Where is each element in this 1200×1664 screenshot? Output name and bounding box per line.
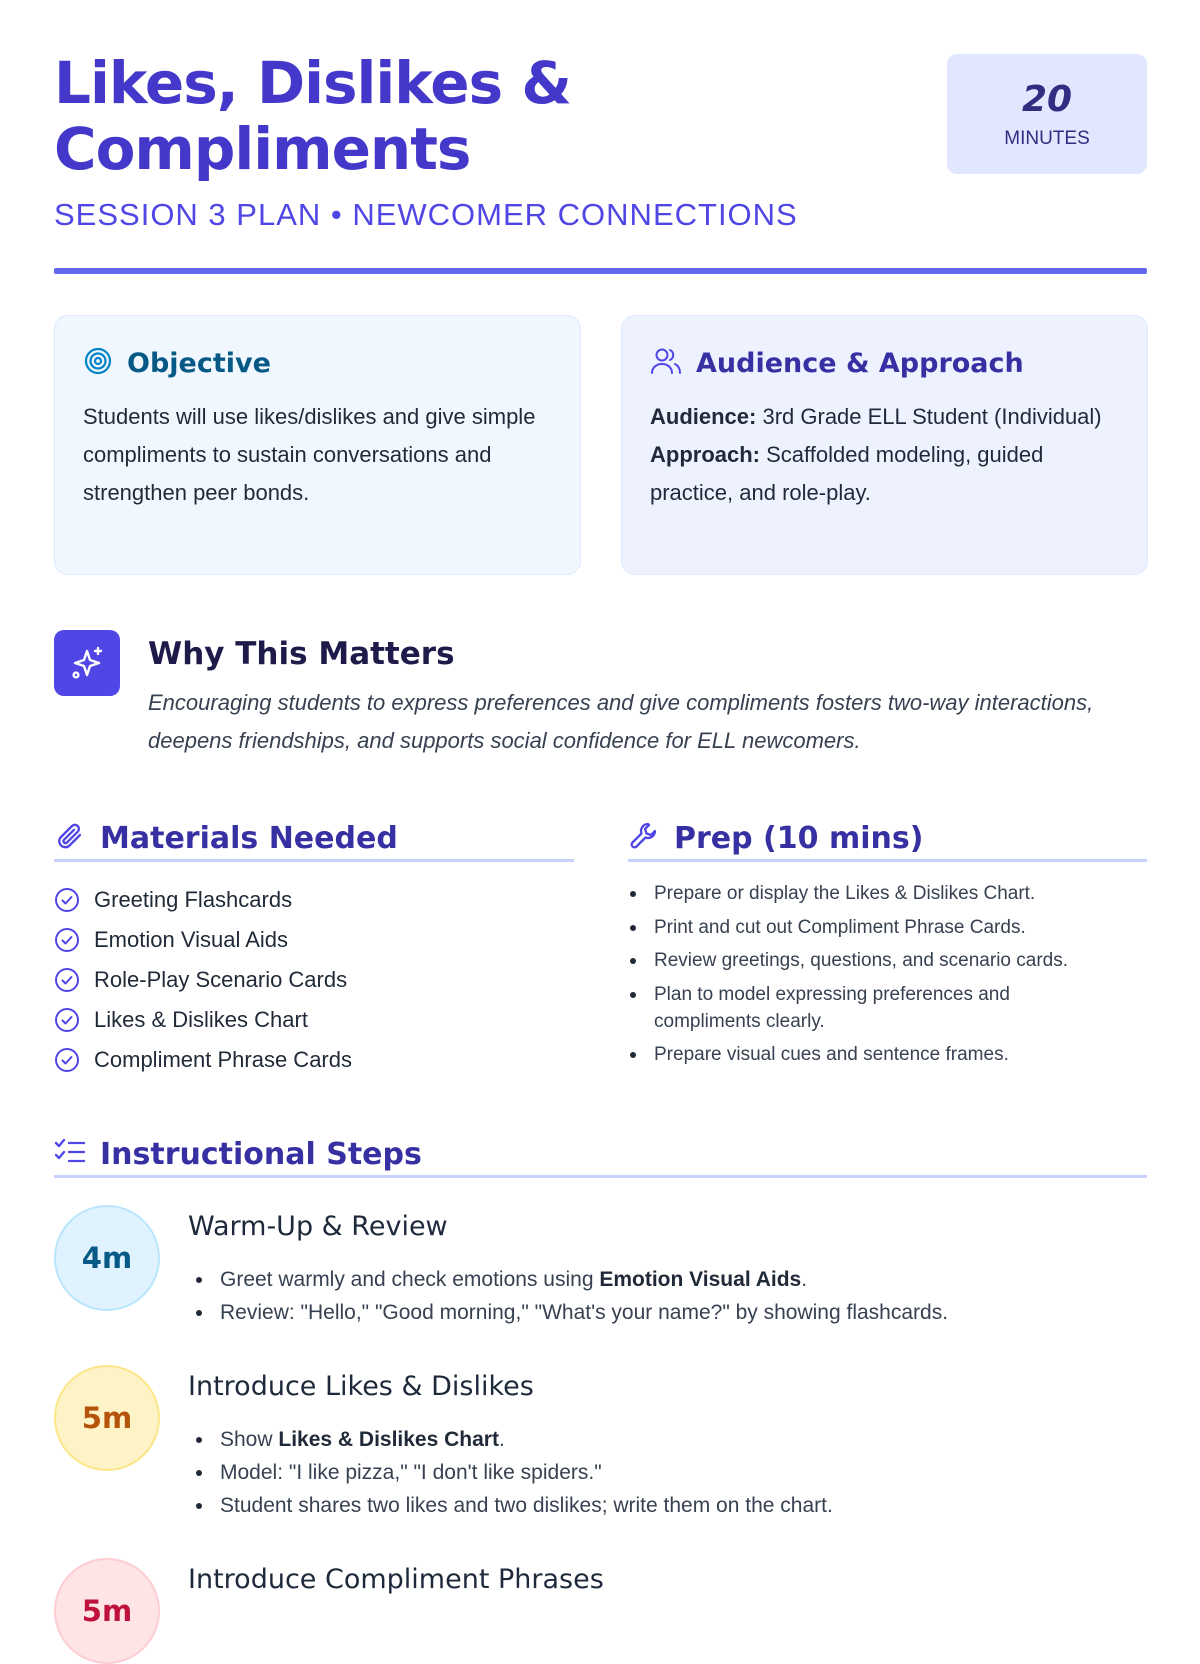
objective-card: [54, 315, 581, 575]
prep-header: [628, 818, 923, 858]
step-time-badge: 4m: [54, 1205, 160, 1311]
page-subtitle: SESSION 3 PLAN • NEWCOMER CONNECTIONS: [54, 197, 798, 232]
audience-heading: Audience & Approach: [696, 347, 1024, 379]
material-label: Likes & Dislikes Chart: [94, 1007, 308, 1032]
sparkles-icon: [54, 630, 120, 696]
steps-header: [54, 1134, 422, 1174]
list-checks-icon: [54, 1138, 86, 1171]
steps-heading: Instructional Steps: [100, 1136, 422, 1172]
page-header: [54, 50, 1147, 275]
material-label: Greeting Flashcards: [94, 887, 293, 912]
audience-value: 3rd Grade ELL Student (Individual): [756, 404, 1102, 429]
page-title: Likes, Dislikes & Compliments: [54, 49, 571, 183]
material-item: [54, 1040, 352, 1080]
audience-card: [621, 315, 1148, 575]
header-divider: [54, 268, 1147, 274]
material-label: Compliment Phrase Cards: [94, 1047, 352, 1072]
steps-divider: [54, 1175, 1147, 1178]
duration-value: 20: [1021, 79, 1073, 120]
check-circle-icon: [54, 967, 80, 993]
materials-header: [54, 818, 398, 858]
materials-divider: [54, 859, 574, 862]
why-heading: Why This Matters: [148, 636, 455, 672]
prep-item: Print and cut out Compliment Phrase Cards.: [628, 914, 1108, 941]
users-icon: [650, 346, 682, 381]
material-item: [54, 1000, 352, 1040]
material-item: [54, 880, 352, 920]
material-item: [54, 960, 352, 1000]
prep-list: [628, 880, 1108, 1075]
material-item: [54, 920, 352, 960]
audience-label: Audience:: [650, 404, 757, 429]
materials-list: [54, 880, 352, 1080]
material-label: Emotion Visual Aids: [94, 927, 289, 952]
step-bullet: Greet warmly and check emotions using Emotion Visual Aids.: [188, 1263, 948, 1296]
step-time-badge: 5m: [54, 1558, 160, 1664]
prep-item: Prepare or display the Likes & Dislikes Chart.: [628, 880, 1108, 907]
materials-heading: Materials Needed: [100, 820, 398, 856]
step-title: Warm-Up & Review: [188, 1211, 448, 1242]
step-bullet: Review: "Hello," "Good morning," "What's your name?" by showing flashcards.: [188, 1296, 948, 1329]
check-circle-icon: [54, 1047, 80, 1073]
objective-heading: Objective: [127, 347, 271, 379]
approach-label: Approach:: [650, 442, 760, 467]
step-bullets: [188, 1423, 833, 1522]
approach-value: Scaffolded modeling, guided practice, and role-play.: [650, 442, 1044, 505]
prep-divider: [628, 859, 1147, 862]
paperclip-icon: [54, 820, 86, 857]
material-label: Role-Play Scenario Cards: [94, 967, 348, 992]
duration-unit: MINUTES: [1004, 128, 1090, 149]
prep-heading: Prep (10 mins): [674, 820, 924, 856]
target-icon: [83, 346, 113, 381]
check-circle-icon: [54, 1007, 80, 1033]
prep-item: Plan to model expressing preferences and compliments clearly.: [628, 981, 1108, 1035]
why-text: Encouraging students to express preferences and give compliments fosters two-way interactions, deepens friendships, and supports social confidence for ELL newcomers.: [148, 690, 1094, 753]
step-bullet: Student shares two likes and two dislikes; write them on the chart.: [188, 1489, 833, 1522]
check-circle-icon: [54, 887, 80, 913]
step-bullets: [188, 1263, 948, 1329]
step-title: Introduce Compliment Phrases: [188, 1564, 604, 1595]
objective-text: Students will use likes/dislikes and give simple compliments to sustain conversations and strengthen peer bonds.: [83, 404, 536, 505]
prep-item: Review greetings, questions, and scenario cards.: [628, 947, 1108, 974]
step-bullet: Show Likes & Dislikes Chart.: [188, 1423, 833, 1456]
check-circle-icon: [54, 927, 80, 953]
why-section: [54, 628, 1147, 758]
step-time-badge: 5m: [54, 1365, 160, 1471]
prep-item: Prepare visual cues and sentence frames.: [628, 1041, 1108, 1068]
wrench-icon: [628, 820, 660, 857]
step-bullet: Model: "I like pizza," "I don't like spiders.": [188, 1456, 833, 1489]
duration-badge: [947, 54, 1147, 174]
step-title: Introduce Likes & Dislikes: [188, 1371, 534, 1402]
audience-text: [650, 398, 1119, 512]
